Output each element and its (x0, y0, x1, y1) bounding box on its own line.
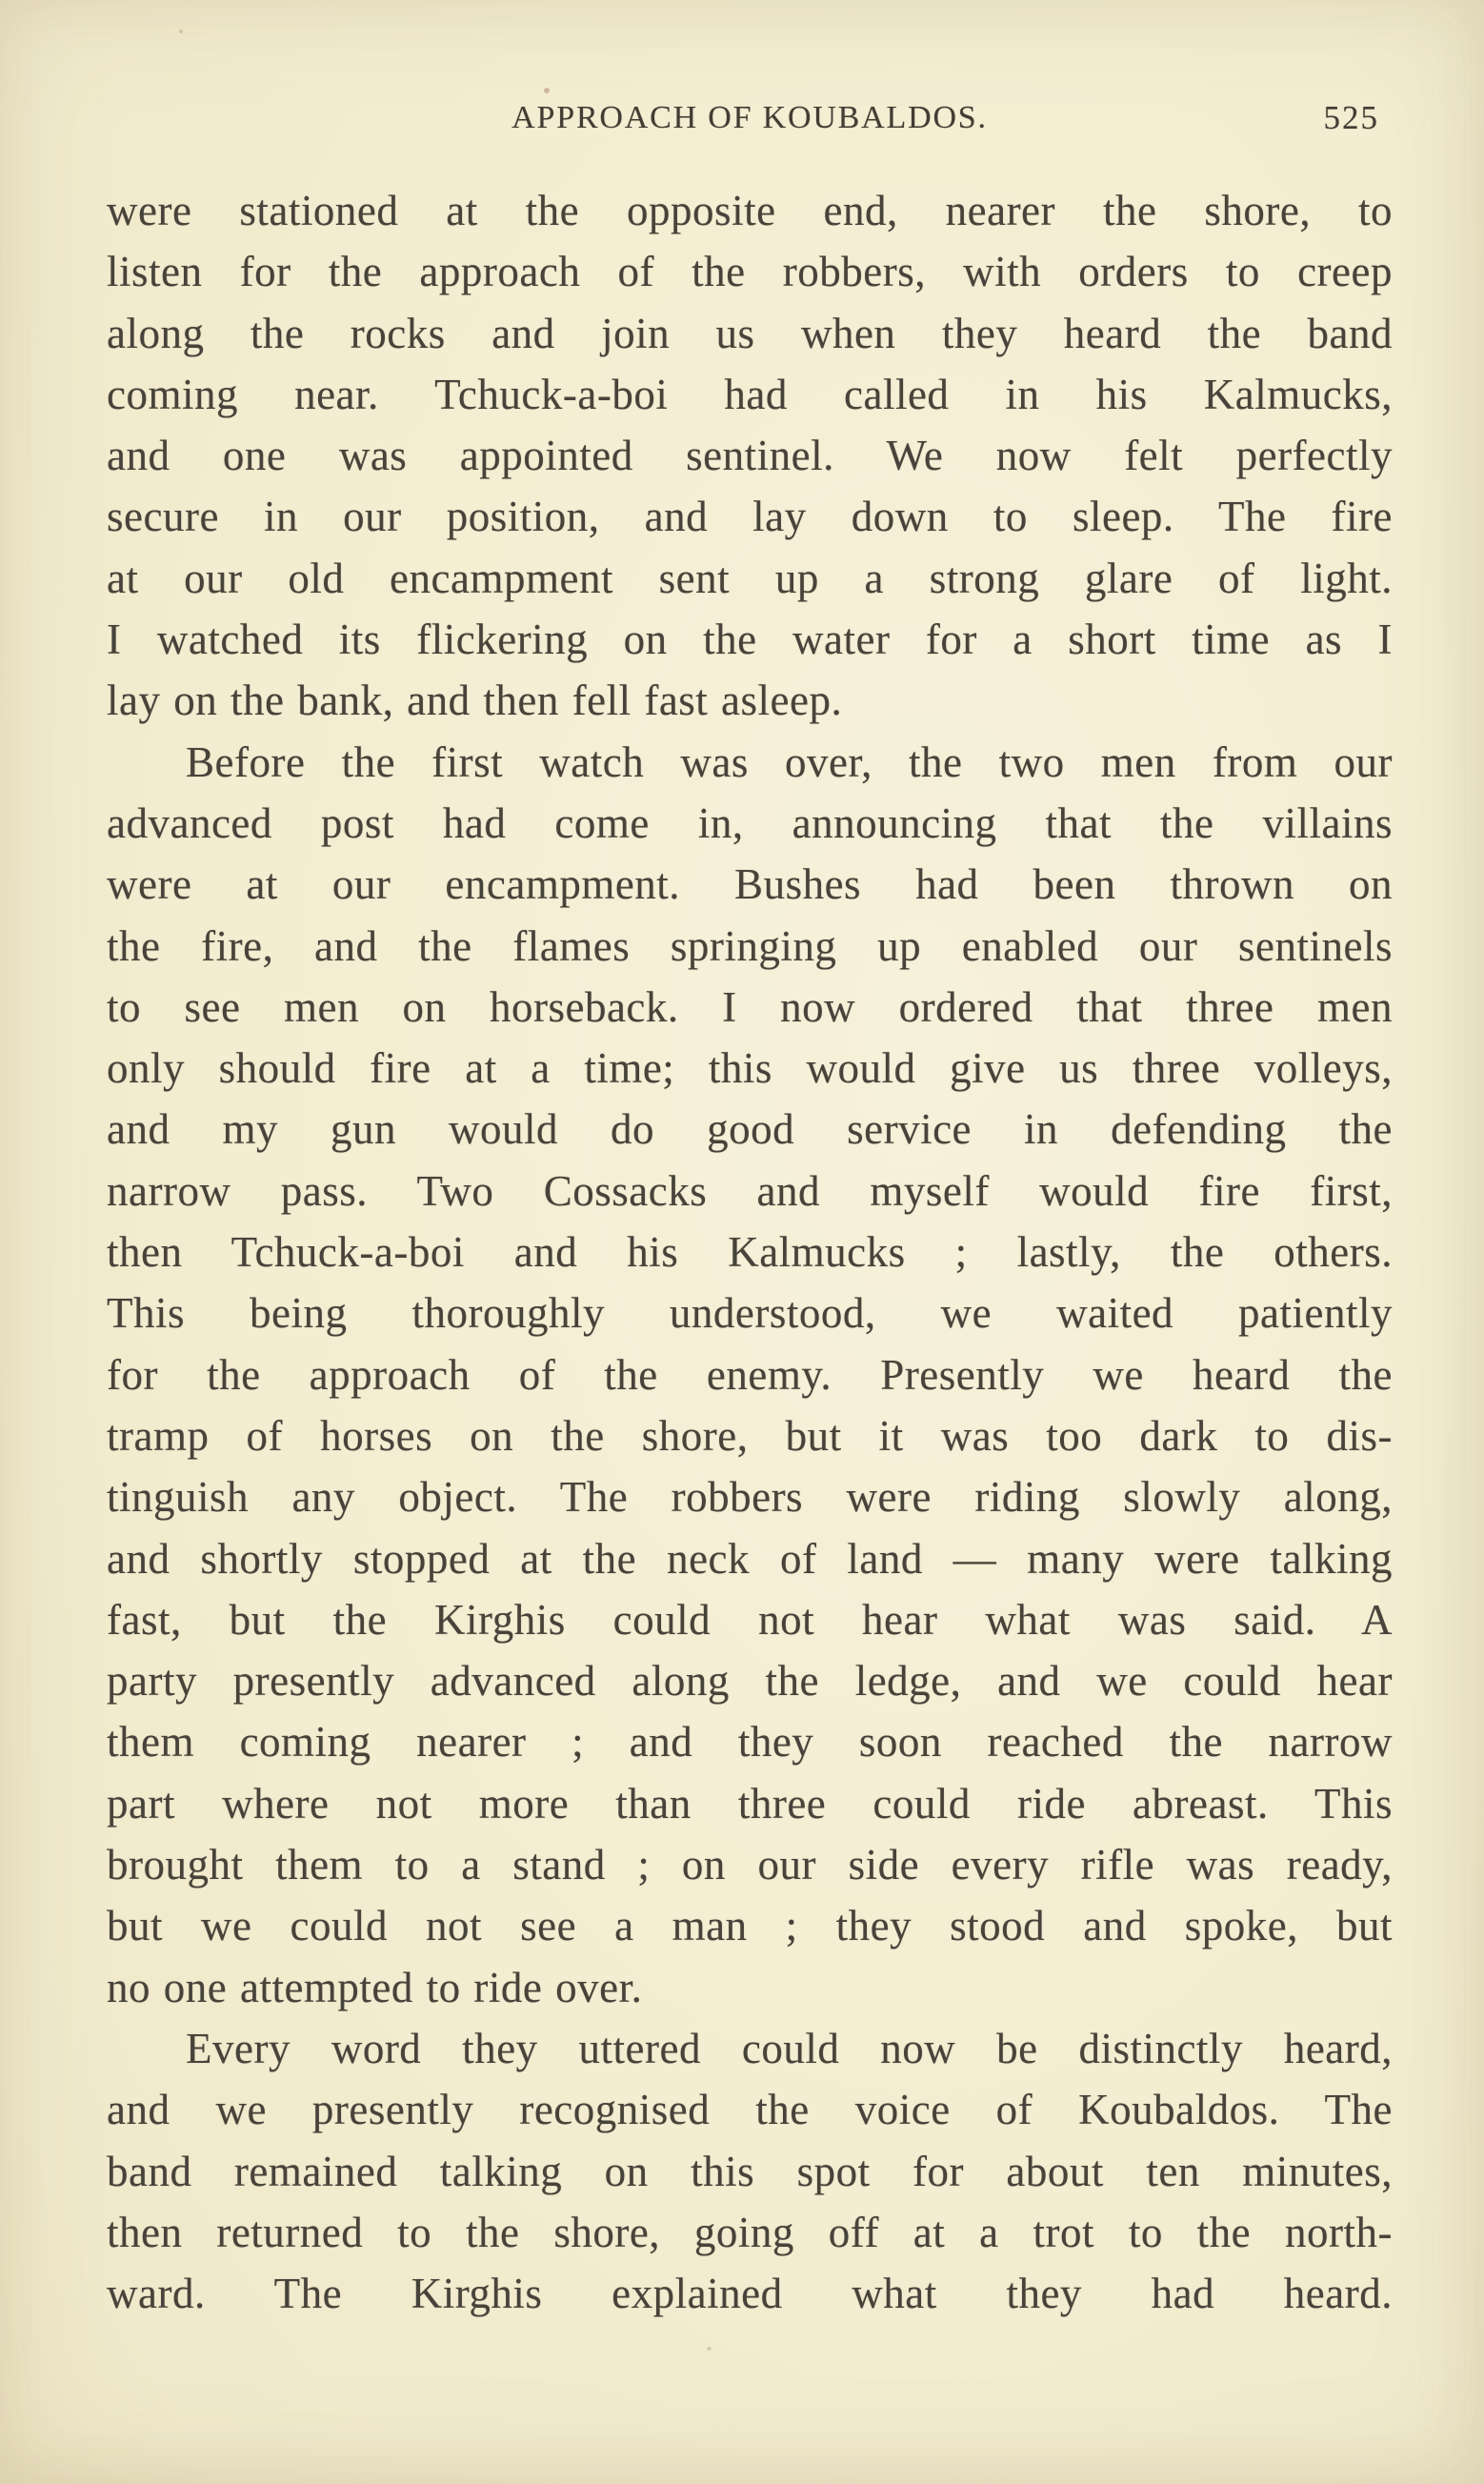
text-line: narrow pass. Two Cossacks and myself would fire first, (107, 1166, 1393, 1215)
text-line: I watched its flickering on the water for a short time as I (107, 616, 1393, 664)
body-text (107, 180, 1393, 2324)
paragraph-1 (107, 180, 1393, 732)
paragraph-3 (107, 2018, 1393, 2324)
running-title: APPROACH OF KOUBALDOS. (511, 100, 988, 135)
text-line: ward. The Kirghis explained what they had heard. (107, 2270, 1393, 2318)
text-line: and shortly stopped at the neck of land — many were talking (107, 1534, 1393, 1583)
text-line: the fire, and the flames springing up enabled our sentinels (107, 921, 1393, 970)
text-line: Before the first watch was over, the two men from our (186, 737, 1393, 786)
text-line: fast, but the Kirghis could not hear what was said. A (107, 1595, 1393, 1644)
text-line: listen for the approach of the robbers, with orders to creep (107, 248, 1393, 296)
page-number: 525 (1323, 99, 1379, 136)
text-line: secure in our position, and lay down to sleep. The fire (107, 493, 1393, 541)
text-line: were at our encampment. Bushes had been thrown on (107, 860, 1393, 909)
text-line: only should fire at a time; this would give us three volleys, (107, 1044, 1393, 1093)
text-line: along the rocks and join us when they heard the band (107, 309, 1393, 357)
text-line: them coming nearer ; and they soon reached the narrow (107, 1718, 1393, 1767)
text-line: Every word they uttered could now be distinctly heard, (186, 2024, 1393, 2072)
page-header (107, 95, 1393, 143)
text-line: then returned to the shore, going off at a trot to the north- (107, 2208, 1393, 2256)
text-line: and my gun would do good service in defending the (107, 1105, 1393, 1154)
text-line: party presently advanced along the ledge, and we could hear (107, 1657, 1393, 1706)
text-line: at our old encampment sent up a strong glare of light. (107, 554, 1393, 602)
text-line: tramp of horses on the shore, but it was too dark to dis- (107, 1411, 1393, 1460)
text-line: to see men on horseback. I now ordered that three men (107, 982, 1393, 1031)
text-line: and one was appointed sentinel. We now felt perfectly (107, 432, 1393, 480)
text-line: band remained talking on this spot for about ten minutes, (107, 2147, 1393, 2195)
text-line: no one attempted to ride over. (107, 1963, 643, 2011)
scan-speck (544, 88, 550, 93)
text-line: advanced post had come in, announcing that the villains (107, 798, 1393, 847)
text-line: for the approach of the enemy. Presently we heard the (107, 1350, 1393, 1399)
text-line: but we could not see a man ; they stood and spoke, but (107, 1902, 1393, 1950)
text-line: part where not more than three could ride abreast. This (107, 1779, 1393, 1828)
text-line: coming near. Tchuck-a-boi had called in his Kalmucks, (107, 370, 1393, 418)
text-line: tinguish any object. The robbers were riding slowly along, (107, 1473, 1393, 1522)
scan-speck (707, 2347, 712, 2351)
text-line: This being thoroughly understood, we waited patiently (107, 1289, 1393, 1338)
paragraph-2 (107, 732, 1393, 2018)
text-line: lay on the bank, and then fell fast asleep. (107, 677, 843, 725)
scan-speck (179, 30, 183, 33)
text-line: were stationed at the opposite end, nearer the shore, to (107, 187, 1393, 234)
text-line: then Tchuck-a-boi and his Kalmucks ; lastly, the others. (107, 1228, 1393, 1277)
text-line: brought them to a stand ; on our side every rifle was ready, (107, 1841, 1393, 1889)
text-line: and we presently recognised the voice of Koubaldos. The (107, 2086, 1393, 2134)
